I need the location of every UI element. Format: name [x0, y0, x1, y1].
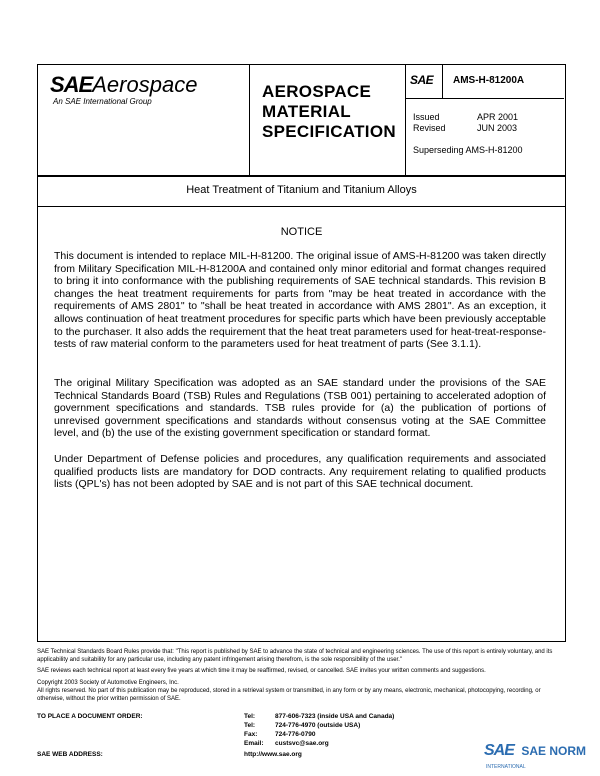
logo-tagline: An SAE International Group [53, 97, 152, 106]
footer-line-1: SAE Technical Standards Board Rules provide that: "This report is published by SAE to advance the state of technical and engineering sciences. The use of this report is entirely voluntary, and its applicability and suitability for any particular use, including any patent infringement arising therefrom, is the sole responsibility of the user." [37, 649, 553, 663]
sae-norm-watermark [484, 742, 586, 760]
doc-number: AMS-H-81200A [453, 75, 525, 86]
notice-heading: NOTICE [280, 226, 323, 238]
sae-aerospace-logo [50, 72, 197, 98]
notice-paragraph-2: The original Military Specification was adopted as an SAE standard under the provisions of the SAE Technical Standards Board (TSB) Rules and Regulations (TSB 001) pertaining to accelerated adoption of government specifications and standards. TSB rules provide for (a) the publication of portions of unrevised government specifications and standards without consensus voting at the SAE Committee level, and (b) the use of the existing government specification or standard format. [54, 377, 546, 440]
contact-label-2: Tel: [244, 722, 256, 729]
watermark-norm-text: SAE NORM [521, 744, 587, 758]
web-value[interactable]: http://www.sae.org [244, 751, 302, 758]
watermark-sub: INTERNATIONAL [486, 764, 526, 770]
notice-paragraph-3: Under Department of Defense policies and procedures, any qualification requirements and associated qualified products lists are mandatory for DOD contracts. Any requirement relating to qualified products lists (QPL's) has not been adopted by SAE and is not part of this SAE technical document. [54, 453, 546, 491]
issued-label: Issued [413, 112, 440, 122]
order-label: TO PLACE A DOCUMENT ORDER: [37, 713, 143, 720]
contact-label-4: Email: [244, 740, 264, 747]
document-title: Heat Treatment of Titanium and Titanium Alloys [186, 184, 417, 196]
contact-value-2[interactable]: 724-776-4970 (outside USA) [275, 722, 361, 729]
spec-title-line1: AEROSPACE [262, 82, 372, 101]
superseding-text: Superseding AMS-H-81200 [413, 145, 523, 155]
contact-value-3[interactable]: 724-776-0790 [275, 731, 316, 738]
web-label: SAE WEB ADDRESS: [37, 751, 103, 758]
footer-line-3: Copyright 2003 Society of Automotive Engineers, Inc. [37, 680, 179, 686]
spec-title-line2: MATERIAL [262, 102, 351, 121]
watermark-sae-logo: SAE [484, 742, 514, 759]
revised-label: Revised [413, 123, 446, 133]
logo-sae-text: SAE [50, 72, 93, 97]
issued-date: APR 2001 [477, 112, 519, 122]
contact-value-4[interactable]: custsvc@sae.org [275, 740, 329, 747]
spec-title-line3: SPECIFICATION [262, 122, 396, 141]
header-divider-4 [442, 64, 443, 99]
header-divider-2 [405, 64, 406, 176]
footer-line-4: All rights reserved. No part of this publication may be reproduced, stored in a retrieval system or transmitted, in any form or by any means, electronic, mechanical, photocopying, recording, or otherwise, without the prior written permission of SAE. [37, 688, 541, 702]
contact-label-1: Tel: [244, 713, 256, 720]
footer-line-2: SAE reviews each technical report at least every five years at which time it may be reaffirmed, revised, or cancelled. SAE invites your written comments and suggestions. [37, 668, 486, 674]
spec-title [262, 82, 396, 142]
contact-label-3: Fax: [244, 731, 258, 738]
contact-value-1[interactable]: 877-606-7323 (inside USA and Canada) [275, 713, 395, 720]
revised-date: JUN 2003 [477, 123, 518, 133]
logo-aerospace-text: Aerospace [92, 72, 198, 97]
header-divider-3 [405, 98, 564, 99]
small-sae-logo: SAE [410, 73, 434, 87]
header-divider-1 [249, 64, 250, 176]
notice-paragraph-1: This document is intended to replace MIL-H-81200. The original issue of AMS-H-81200 was taken directly from Military Specification MIL-H-81200A and contained only minor editorial and format changes required to bring it into conformance with the publishing requirements of SAE technical standards. This revision B changes the heat treatment requirements for parts from "may be heat treated in accordance with the requirements of AMS 2801" to "shall be heat treated in accordance with AMS 2801". As an exception, it allows continuation of heat treatment procedures for specific parts which have been previously acceptable to the purchaser. It also adds the requirement that the heat treat parameters used for heat-treat-response-tests of raw material conform to the parameters used for heat treatment of parts (See 3.1.1). [54, 250, 546, 351]
